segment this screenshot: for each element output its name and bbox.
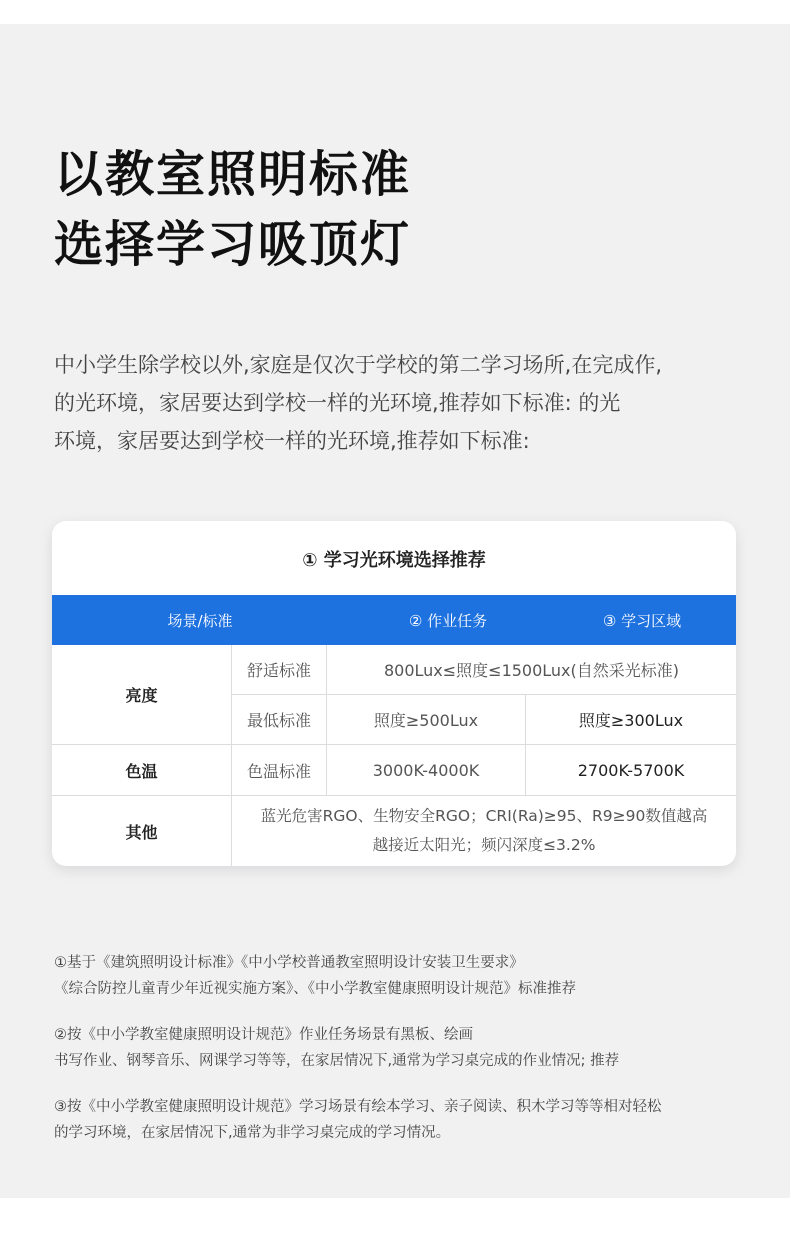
- footnote-2-line-2: 书写作业、钢琴音乐、网课学习等等，在家居情况下,通常为学习桌完成的作业情况; 推荐: [54, 1053, 620, 1069]
- intro-line-3: 环境，家居要达到学校一样的光环境,推荐如下标准:: [54, 429, 530, 453]
- footnote-3-line-2: 的学习环境，在家居情况下,通常为非学习桌完成的学习情况。: [54, 1125, 451, 1141]
- comfort-value: 800Lux≤照度≤1500Lux(自然采光标准): [383, 661, 680, 680]
- intro-line-2: 的光环境，家居要达到学校一样的光环境,推荐如下标准: 的光: [54, 391, 621, 415]
- table-row-brightness: [52, 645, 736, 745]
- intro-paragraph: [54, 346, 744, 460]
- color-temp-area-value: 2700K-5700K: [577, 760, 685, 780]
- page-headline: [54, 140, 411, 280]
- category-color-temp: 色温: [52, 745, 232, 795]
- header-scene-standard: 场景/标准: [167, 611, 233, 630]
- footnotes: [54, 950, 744, 1166]
- category-brightness: 亮度: [52, 645, 232, 744]
- intro-line-1: 中小学生除学校以外,家庭是仅次于学校的第二学习场所,在完成作,: [54, 353, 663, 377]
- brightness-comfort-row: [232, 645, 736, 695]
- minimum-area-value: 照度≥300Lux: [578, 711, 684, 730]
- footnote-1-line-2: 《综合防控儿童青少年近视实施方案》、《中小学教室健康照明设计规范》标准推荐: [54, 981, 576, 997]
- footnote-3: [54, 1094, 744, 1146]
- header-task: ② 作业任务: [408, 611, 488, 630]
- minimum-task-value: 照度≥500Lux: [327, 695, 526, 744]
- footnote-1-line-1: ①基于《建筑照明设计标准》《中小学校普通教室照明设计安装卫生要求》: [54, 955, 524, 971]
- bottom-strip: [0, 1222, 790, 1248]
- standards-table: [52, 595, 736, 866]
- brightness-minimum-row: [232, 695, 736, 744]
- comfort-label: 舒适标准: [232, 645, 327, 694]
- footnote-1: [54, 950, 744, 1002]
- color-temp-label: 色温标准: [232, 745, 327, 795]
- table-row-color-temp: [52, 745, 736, 796]
- other-value-line-2: 越接近太阳光；频闪深度≤3.2%: [372, 836, 596, 854]
- card-title: ① 学习光环境选择推荐: [302, 550, 486, 571]
- category-other: 其他: [52, 796, 232, 866]
- other-value: [232, 796, 736, 866]
- headline-line-2: 选择学习吸顶灯: [54, 216, 412, 273]
- footnote-3-line-1: ③按《中小学教室健康照明设计规范》学习场景有绘本学习、亲子阅读、积木学习等等相对轻松: [54, 1099, 662, 1115]
- headline-line-1: 以教室照明标准: [54, 146, 412, 203]
- color-temp-task-value: 3000K-4000K: [327, 745, 526, 795]
- header-area: ③ 学习区域: [602, 611, 682, 630]
- other-value-line-1: 蓝光危害RGO、生物安全RGO；CRI(Ra)≥95、R9≥90数值越高: [260, 807, 708, 825]
- minimum-label: 最低标准: [232, 695, 327, 744]
- footnote-2: [54, 1022, 744, 1074]
- table-header: [52, 595, 736, 645]
- table-row-other: [52, 796, 736, 866]
- recommendation-card: [52, 521, 736, 866]
- footnote-2-line-1: ②按《中小学教室健康照明设计规范》作业任务场景有黑板、绘画: [54, 1027, 473, 1043]
